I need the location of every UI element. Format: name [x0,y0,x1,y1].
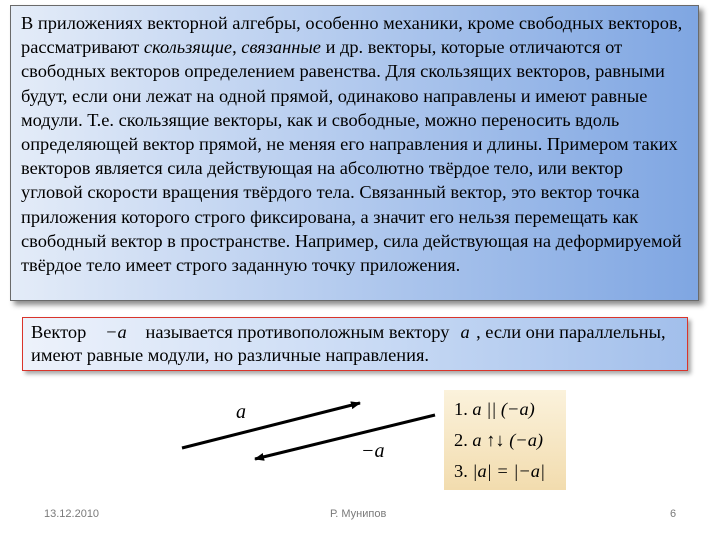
property-row [454,425,566,456]
definition-mid-text: называется противоположным вектору [145,322,450,342]
label-vector-a: a [236,401,246,423]
property-number: 2. [454,430,468,450]
definition-word-vector: Вектор [31,322,87,342]
property-expression: a ↑↓ (−a) [472,430,544,450]
property-number: 3. [454,461,468,481]
text-part-1: В приложениях векторной алгебры, особенно механики, кроме свободных векторов, рассматривают [21,13,683,58]
vector-a-symbol: a [460,322,470,342]
definition-tail-text: , если они параллельны, имеют равные модули, но различные направления. [31,322,666,365]
property-number: 1. [454,399,468,419]
footer-date: 13.12.2010 [44,508,100,520]
neg-vector-symbol: −a [105,322,127,342]
text-part-3: и др. векторы, которые отличаются от свободных векторов определением равенства. Для скользящих векторов, равными будут, если они лежат на одной прямой, одинаково направлены и имеют равные модули. Т.е. скользящие векторы, как и свободные, можно переносить вдоль определяющей вектор прямой, не меняя его направления и длины. Примером таких векторов является сила действующая на абсолютно твёрдое тело, или вектор угловой скорости вращения твёрдого тела. Связанный вектор, это вектор точка приложения которого строго фиксирована, а значит его нельзя перемещать как свободный вектор в пространстве. Например, сила действующая на деформируемой твёрдое тело имеет строго заданную точку приложения. [21,37,682,276]
text-part-2: , [232,37,242,58]
properties-box [444,390,566,490]
footer-author: Р. Мунипов [330,508,387,520]
property-expression: |a| = |−a| [472,461,546,481]
property-row [454,456,566,487]
text-emphasis-bound: связанные [241,37,321,58]
vector-diagram [170,395,450,485]
text-emphasis-sliding: скользящие [143,37,233,58]
property-expression: a || (−a) [472,399,535,419]
main-text-box [10,5,699,301]
footer-page-number: 6 [670,508,677,520]
property-row [454,394,566,425]
definition-box [22,317,688,371]
label-vector-neg-a: −a [361,440,385,462]
